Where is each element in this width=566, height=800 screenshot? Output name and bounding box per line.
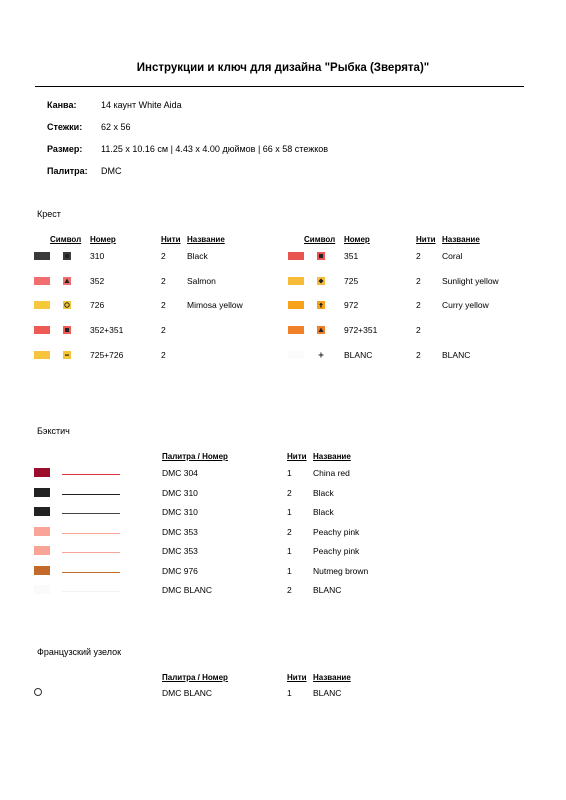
palette-label: Палитра: (47, 166, 88, 176)
french-knot-header-threads: Нити (287, 673, 307, 682)
backstitch-palette: DMC BLANC (162, 585, 213, 595)
backstitch-palette: DMC 304 (162, 468, 198, 478)
cross-name: Mimosa yellow (187, 300, 243, 310)
canvas-label: Канва: (47, 100, 77, 110)
color-swatch (288, 301, 304, 309)
french-knot-palette: DMC BLANC (162, 688, 213, 698)
backstitch-threads: 1 (287, 546, 292, 556)
cross-threads: 2 (416, 300, 421, 310)
color-swatch (34, 527, 50, 536)
circle-icon (63, 301, 71, 309)
backstitch-threads: 2 (287, 527, 292, 537)
color-swatch (34, 277, 50, 285)
diamond-icon (317, 277, 325, 285)
title-divider (35, 86, 524, 87)
cross-section-title: Крест (37, 209, 61, 219)
stitches-value: 62 x 56 (101, 122, 131, 132)
color-swatch (288, 326, 304, 334)
color-swatch (34, 468, 50, 477)
backstitch-palette: DMC 310 (162, 488, 198, 498)
cross-number: 310 (90, 251, 105, 261)
cross-threads: 2 (416, 276, 421, 286)
french-knot-header-palette: Палитра / Номер (162, 673, 228, 682)
backstitch-header-name: Название (313, 452, 351, 461)
color-swatch (288, 351, 304, 359)
color-swatch (34, 585, 50, 594)
color-swatch (34, 546, 50, 555)
circle-outline-icon (34, 688, 42, 696)
cross-header-number-right: Номер (344, 235, 370, 244)
backstitch-palette: DMC 976 (162, 566, 198, 576)
cross-header-symbol-right: Символ (304, 235, 336, 244)
backstitch-name: BLANC (313, 585, 342, 595)
color-swatch (288, 252, 304, 260)
cross-number: BLANC (344, 350, 373, 360)
cross-number: 352 (90, 276, 105, 286)
backstitch-name: Peachy pink (313, 527, 360, 537)
color-swatch (34, 488, 50, 497)
cross-header-name-left: Название (187, 235, 225, 244)
backstitch-name: Peachy pink (313, 546, 360, 556)
backstitch-section-title: Бэкстич (37, 426, 70, 436)
color-swatch (34, 326, 50, 334)
backstitch-header-palette: Палитра / Номер (162, 452, 228, 461)
bar-icon (63, 351, 71, 359)
cross-number: 726 (90, 300, 105, 310)
square-icon (63, 326, 71, 334)
cross-name: Salmon (187, 276, 216, 286)
cross-name: Black (187, 251, 208, 261)
backstitch-line (62, 572, 120, 573)
cross-number: 352+351 (90, 325, 124, 335)
cross-number: 725 (344, 276, 359, 286)
backstitch-name: Black (313, 507, 334, 517)
backstitch-line (62, 513, 120, 514)
backstitch-line (62, 494, 120, 495)
cross-name: Curry yellow (442, 300, 489, 310)
color-swatch (34, 507, 50, 516)
cross-threads: 2 (161, 251, 166, 261)
cross-number: 725+726 (90, 350, 124, 360)
backstitch-line (62, 533, 120, 534)
backstitch-line (62, 552, 120, 553)
plus-icon (317, 351, 325, 359)
cross-threads: 2 (161, 325, 166, 335)
size-label: Размер: (47, 144, 83, 154)
backstitch-name: Black (313, 488, 334, 498)
cross-threads: 2 (161, 300, 166, 310)
backstitch-threads: 1 (287, 507, 292, 517)
cross-header-name-right: Название (442, 235, 480, 244)
backstitch-threads: 2 (287, 585, 292, 595)
cross-header-number-left: Номер (90, 235, 116, 244)
color-swatch (34, 252, 50, 260)
palette-value: DMC (101, 166, 122, 176)
backstitch-palette: DMC 353 (162, 527, 198, 537)
cross-threads: 2 (161, 350, 166, 360)
cross-name: Sunlight yellow (442, 276, 499, 286)
cross-name: Coral (442, 251, 463, 261)
french-knot-name: BLANC (313, 688, 342, 698)
square-icon (63, 252, 71, 260)
triangle-icon (63, 277, 71, 285)
backstitch-header-threads: Нити (287, 452, 307, 461)
cross-name: BLANC (442, 350, 471, 360)
cross-header-threads-right: Нити (416, 235, 436, 244)
cross-threads: 2 (161, 276, 166, 286)
french-knot-header-name: Название (313, 673, 351, 682)
backstitch-line (62, 591, 120, 592)
backstitch-palette: DMC 353 (162, 546, 198, 556)
color-swatch (34, 301, 50, 309)
cross-header-threads-left: Нити (161, 235, 181, 244)
square-icon (317, 252, 325, 260)
backstitch-name: Nutmeg brown (313, 566, 369, 576)
backstitch-line (62, 474, 120, 475)
cross-threads: 2 (416, 350, 421, 360)
color-swatch (34, 566, 50, 575)
cross-number: 972 (344, 300, 359, 310)
color-swatch (34, 351, 50, 359)
cross-threads: 2 (416, 251, 421, 261)
triangle-icon (317, 326, 325, 334)
cross-number: 972+351 (344, 325, 378, 335)
cross-threads: 2 (416, 325, 421, 335)
french-knot-threads: 1 (287, 688, 292, 698)
french-knot-section-title: Французский узелок (37, 647, 122, 657)
canvas-value: 14 каунт White Aida (101, 100, 182, 110)
stitches-label: Стежки: (47, 122, 83, 132)
backstitch-name: China red (313, 468, 350, 478)
size-value: 11.25 x 10.16 см | 4.43 x 4.00 дюймов | 66 x 58 стежков (101, 144, 329, 154)
backstitch-threads: 1 (287, 468, 292, 478)
backstitch-threads: 1 (287, 566, 292, 576)
arrow-up-icon (317, 301, 325, 309)
page-title: Инструкции и ключ для дизайна "Рыбка (Зверята)" (136, 62, 430, 74)
cross-header-symbol-left: Символ (50, 235, 82, 244)
backstitch-threads: 2 (287, 488, 292, 498)
backstitch-palette: DMC 310 (162, 507, 198, 517)
cross-number: 351 (344, 251, 359, 261)
color-swatch (288, 277, 304, 285)
